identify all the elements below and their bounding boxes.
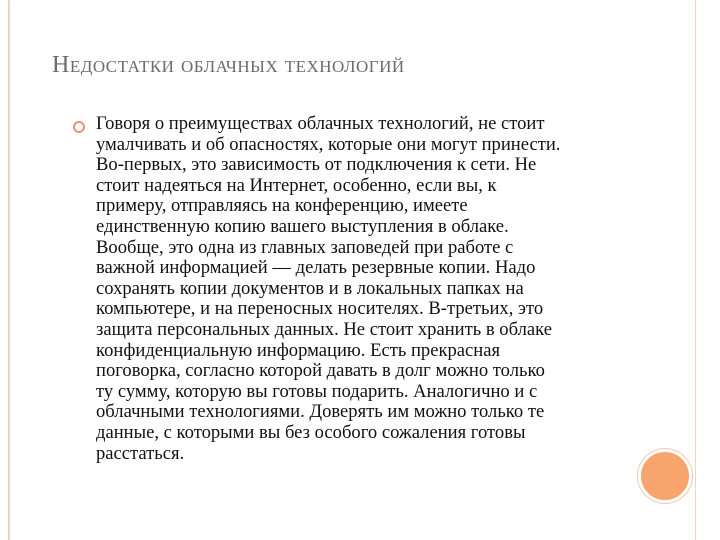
frame-right-line — [695, 0, 696, 540]
decorative-orange-circle — [638, 449, 692, 503]
ring-bullet-icon — [72, 120, 86, 134]
bullet-text: Говоря о преимуществах облачных технологий, не стоит умалчивать и об опасностях, которые они могут принести. Во-первых, это зависимость от подключения к сети. Не стоит надеяться на Интернет, особенно, если вы, к примеру, отправляясь на конференцию, имеете единственную копию вашего выступления в облаке. Вообще, это одна из главных заповедей при работе с важной информацией — делать резервные копии. Надо сохранять копии документов и в локальных папках на компьютере, и на переносных носителях. В-третьих, это защита персональных данных. Не стоит хранить в облаке конфиденциальную информацию. Есть прекрасная поговорка, согласно которой давать в долг можно только ту сумму, которую вы готовы подарить. Аналогично и с облачными технологиями. Доверять им можно только те данные, с которыми вы без особого сожаления готовы расстаться. — [96, 113, 561, 464]
bullet-item — [72, 114, 662, 464]
slide-body — [72, 114, 662, 464]
slide-title: Недостатки облачных технологий — [52, 52, 405, 78]
